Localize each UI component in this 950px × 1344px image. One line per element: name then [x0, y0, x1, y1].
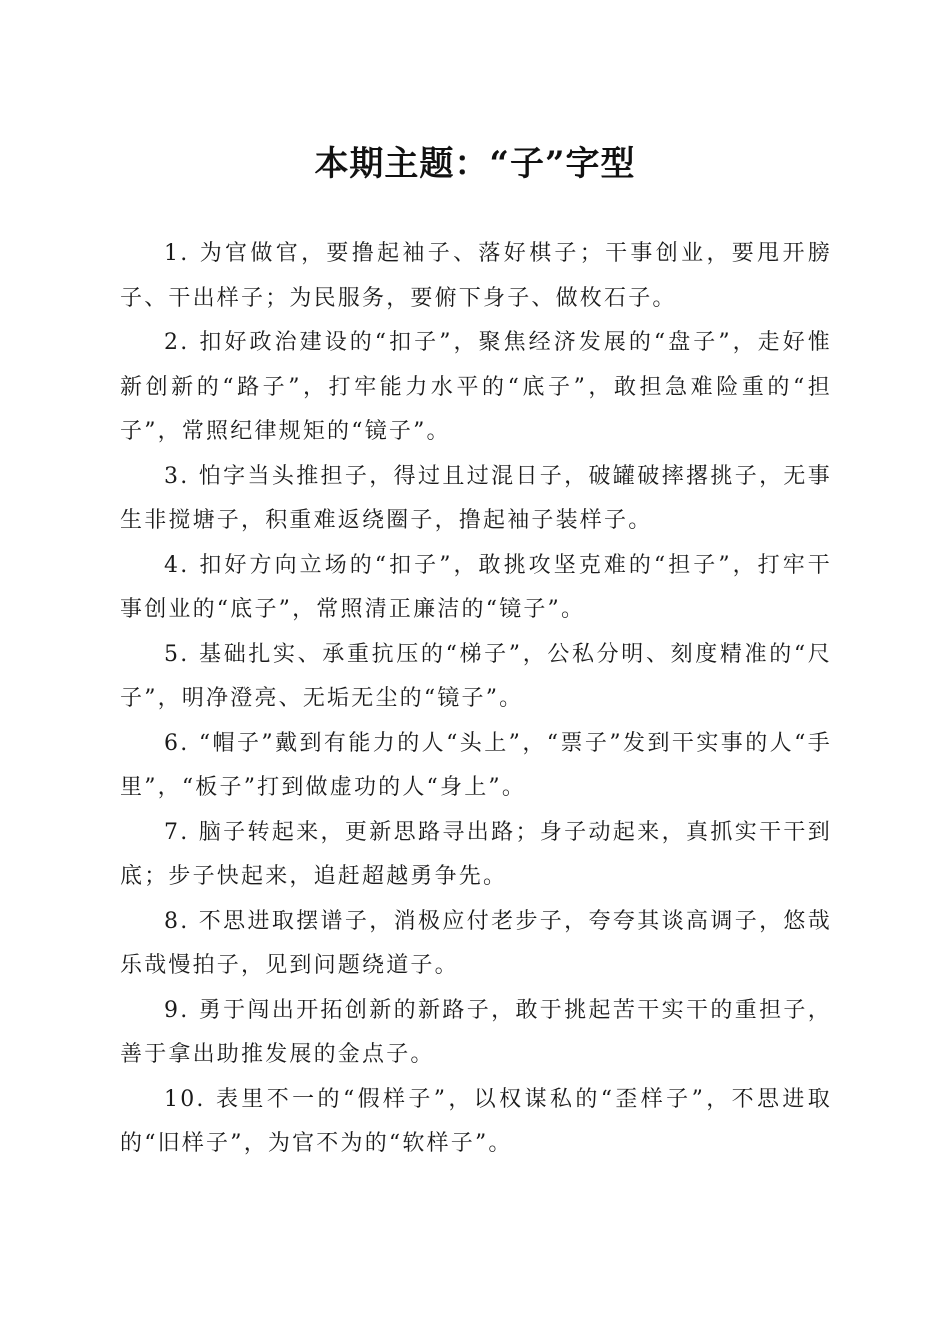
list-item: 4. 扣好方向立场的“扣子”，敢挑攻坚克难的“担子”，打牢干事创业的“底子”，常照清正廉洁的“镜子”。	[120, 552, 832, 622]
list-item: 1. 为官做官，要撸起袖子、落好棋子；干事创业，要甩开膀子、干出样子；为民服务，要俯下身子、做枚石子。	[120, 241, 832, 311]
list-item: 8. 不思进取摆谱子，消极应付老步子，夸夸其谈高调子，悠哉乐哉慢拍子，见到问题绕道子。	[120, 908, 832, 978]
list-item: 10. 表里不一的“假样子”，以权谋私的“歪样子”，不思进取的“旧样子”，为官不为的“软样子”。	[120, 1086, 832, 1156]
list-item: 6. “帽子”戴到有能力的人“头上”，“票子”发到干实事的人“手里”，“板子”打到做虚功的人“身上”。	[120, 730, 832, 800]
list-item: 2. 扣好政治建设的“扣子”，聚焦经济发展的“盘子”，走好惟新创新的“路子”，打牢能力水平的“底子”，敢担急难险重的“担子”，常照纪律规矩的“镜子”。	[120, 330, 832, 444]
page-title: 本期主题：“子”字型	[314, 144, 636, 184]
document-body	[120, 232, 832, 1167]
list-item: 3. 怕字当头推担子，得过且过混日子，破罐破摔撂挑子，无事生非搅塘子，积重难返绕圈子，撸起袖子装样子。	[120, 463, 832, 533]
list-item: 9. 勇于闯出开拓创新的新路子，敢于挑起苦干实干的重担子，善于拿出助推发展的金点子。	[120, 997, 832, 1067]
list-item: 5. 基础扎实、承重抗压的“梯子”，公私分明、刻度精准的“尺子”，明净澄亮、无垢无尘的“镜子”。	[120, 641, 832, 711]
list-item: 7. 脑子转起来，更新思路寻出路；身子动起来，真抓实干干到底；步子快起来，追赶超越勇争先。	[120, 819, 832, 889]
